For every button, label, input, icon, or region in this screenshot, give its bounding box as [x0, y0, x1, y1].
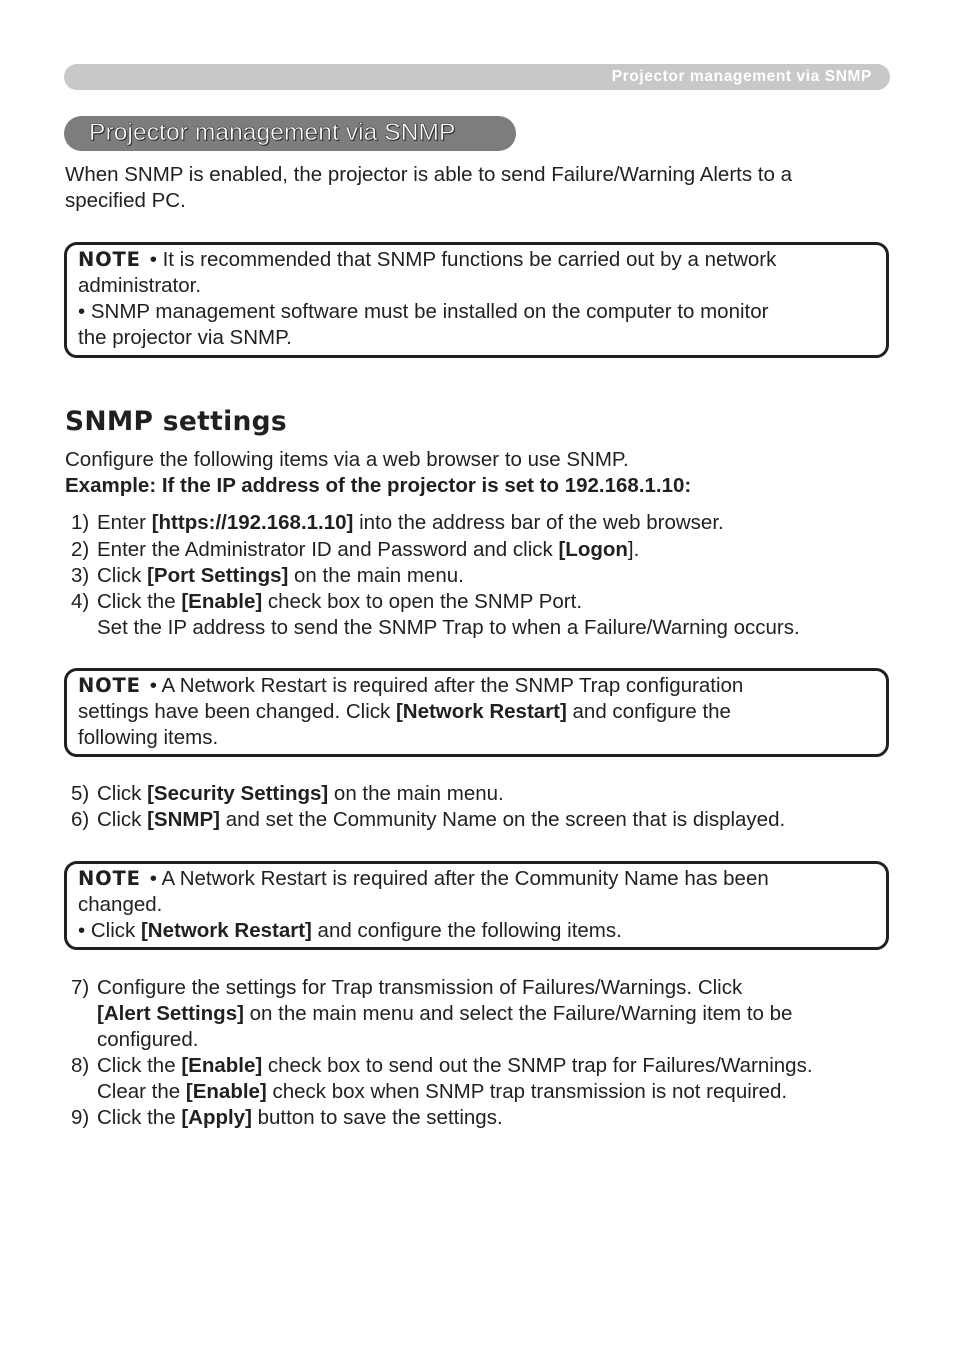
note-box-1: [64, 242, 889, 358]
settings-intro: [65, 447, 691, 499]
snmp-settings-heading: SNMP settings: [65, 406, 287, 437]
step-text: Configure the settings for Trap transmission of Failures/Warnings. Click: [97, 976, 743, 999]
step-continuation: Set the IP address to send the SNMP Trap to when a Failure/Warning occurs.: [97, 616, 800, 639]
step-text: and set the Community Name on the screen that is displayed.: [220, 808, 786, 831]
step-text: Click: [97, 564, 148, 587]
step-7: [71, 975, 792, 1053]
step-text: check box to open the SNMP Port.: [262, 590, 583, 613]
intro-line-2: specified PC.: [65, 189, 186, 212]
step-text: on the main menu.: [328, 782, 504, 805]
step-text: Click the: [97, 590, 182, 613]
step-number: 4): [71, 590, 90, 613]
step-text: button to save the settings.: [251, 1106, 503, 1129]
step-number: 6): [71, 808, 90, 831]
step-number: 9): [71, 1106, 90, 1129]
step-text: ].: [627, 538, 640, 561]
step-8: [71, 1053, 813, 1105]
note-ui-term: [Network Restart]: [395, 700, 567, 723]
note-text: following items.: [78, 726, 219, 749]
intro-paragraph: [65, 162, 792, 214]
header-bar: [64, 64, 890, 90]
intro-line-1: When SNMP is enabled, the projector is able to send Failure/Warning Alerts to a: [65, 163, 792, 186]
note-text: • A Network Restart is required after the SNMP Trap configuration: [149, 674, 744, 697]
step-9: [71, 1105, 503, 1131]
step-text: check box when SNMP trap transmission is not required.: [266, 1080, 788, 1103]
step-text: Click: [97, 782, 148, 805]
step-text: Click: [97, 808, 148, 831]
step-text: Click the: [97, 1054, 182, 1077]
step-number: 5): [71, 782, 90, 805]
step-6: [71, 807, 785, 833]
step-url: [https://192.168.1.10]: [151, 511, 354, 534]
step-text: Enter the Administrator ID and Password and click: [97, 538, 559, 561]
settings-intro-text: Configure the following items via a web browser to use SNMP.: [65, 448, 629, 471]
note-box-3: [64, 861, 889, 950]
note-text: and configure the: [566, 700, 731, 723]
settings-example: Example: If the IP address of the projector is set to 192.168.1.10:: [65, 474, 692, 497]
step-ui-term: [Enable]: [181, 1054, 263, 1077]
note-text: and configure the following items.: [311, 919, 622, 942]
note-label: NOTE: [78, 674, 141, 697]
note-box-2: [64, 668, 889, 757]
step-continuation: configured.: [97, 1028, 199, 1051]
step-ui-term: [Alert Settings]: [97, 1002, 244, 1025]
step-4: [71, 589, 800, 641]
note-label: NOTE: [78, 248, 141, 271]
step-number: 8): [71, 1054, 90, 1077]
note-text: • SNMP management software must be installed on the computer to monitor: [78, 300, 769, 323]
step-ui-term: [Port Settings]: [147, 564, 289, 587]
header-section-title: Projector management via SNMP: [611, 68, 872, 85]
step-ui-term: [Security Settings]: [147, 782, 329, 805]
section-title: Projector management via SNMP: [64, 116, 516, 151]
step-text: check box to send out the SNMP trap for Failures/Warnings.: [262, 1054, 813, 1077]
step-3: [71, 563, 464, 589]
step-2: [71, 537, 639, 563]
step-number: 2): [71, 538, 90, 561]
step-ui-term: [Enable]: [181, 590, 263, 613]
note-text: • A Network Restart is required after the Community Name has been: [149, 867, 769, 890]
step-ui-term: [SNMP]: [147, 808, 220, 831]
note-text: the projector via SNMP.: [78, 326, 292, 349]
note-text: • Click: [78, 919, 141, 942]
step-continuation: [71, 1001, 792, 1027]
note-label: NOTE: [78, 867, 141, 890]
step-number: 1): [71, 511, 90, 534]
step-text: on the main menu.: [288, 564, 464, 587]
note-text: administrator.: [78, 274, 202, 297]
step-1: [71, 510, 724, 536]
step-5: [71, 781, 504, 807]
step-ui-term: [Enable]: [185, 1080, 267, 1103]
note-ui-term: [Network Restart]: [140, 919, 312, 942]
step-text: on the main menu and select the Failure/Warning item to be: [243, 1002, 793, 1025]
note-text: changed.: [78, 893, 163, 916]
step-ui-term: [Apply]: [181, 1106, 252, 1129]
step-text: Click the: [97, 1106, 182, 1129]
step-ui-term: [Logon: [558, 538, 628, 561]
note-text: settings have been changed. Click: [78, 700, 396, 723]
step-text: Clear the: [97, 1080, 186, 1103]
step-continuation: [71, 1079, 813, 1105]
step-text: into the address bar of the web browser.: [353, 511, 724, 534]
step-number: 7): [71, 976, 90, 999]
step-number: 3): [71, 564, 90, 587]
step-text: Enter: [97, 511, 152, 534]
note-text: • It is recommended that SNMP functions be carried out by a network: [149, 248, 777, 271]
